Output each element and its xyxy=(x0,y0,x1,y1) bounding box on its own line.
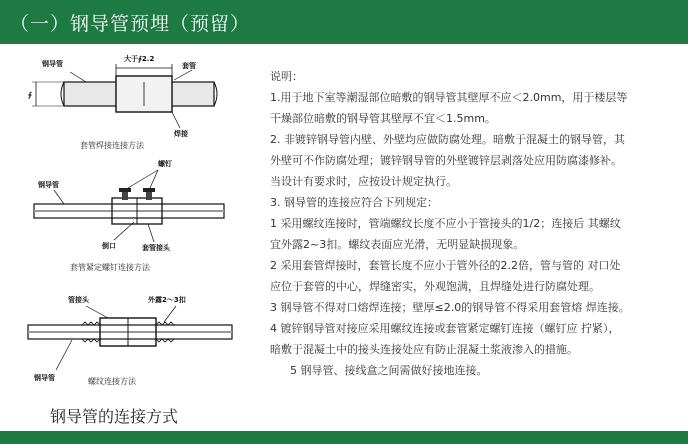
welded-sleeve-label: 套管 xyxy=(182,62,196,70)
connection-figure xyxy=(24,44,236,399)
welded-weld-label: 焊接 xyxy=(174,130,188,138)
thread-caption: 螺纹连接方法 xyxy=(88,377,136,386)
note-line: 应位于套管的中心，焊缝密实，外观饱满，且焊缝处进行防腐处理。 xyxy=(270,280,600,293)
note-line: 当设计有要求时，应按设计规定执行。 xyxy=(270,175,457,188)
note-line: 宜外露2~3扣。螺纹表面应光滑，无明显缺损现象。 xyxy=(270,238,525,251)
note-line: 2 采用套管焊接时，套管长度不应小于管外径的2.2倍，管与管的 对口处 xyxy=(270,259,621,272)
screw-mouth-label: 倒口 xyxy=(102,242,116,250)
page-title: （一）钢导管预埋（预留） xyxy=(10,13,251,35)
note-line: 3 钢导管不得对口熔焊连接；壁厚≤2.0的钢导管不得采用套管熔 焊连接。 xyxy=(270,301,630,314)
welded-d-label: ∮ xyxy=(28,91,32,99)
thread-head-label: 管接头 xyxy=(68,296,89,304)
notes-section xyxy=(270,66,670,381)
welded-drawing xyxy=(27,54,217,150)
note-line: 2. 非镀锌钢导管内壁、外壁均应做防腐处理。暗敷于混凝土的钢导管，其 xyxy=(270,133,625,146)
screw-joint-label: 套管接头 xyxy=(142,244,170,252)
note-line: 3. 钢导管的连接应符合下列规定： xyxy=(270,196,438,209)
note-line: 外壁可不作防腐处理；镀锌钢导管的外壁镀锌层剥落处应用防腐漆修补。 xyxy=(270,154,622,167)
note-line: 干燥部位暗敷的钢导管其壁厚不宜＜1.5mm。 xyxy=(270,112,496,125)
screw-pipe-label: 钢导管 xyxy=(38,181,59,189)
note-line: 1 采用螺纹连接时，管端螺纹长度不应小于管接头的1/2；连接后 其螺纹 xyxy=(270,217,621,230)
footer-bar xyxy=(0,431,688,444)
note-line: 1.用于地下室等潮湿部位暗敷的钢导管其壁厚不应＜2.0mm，用于楼层等 xyxy=(270,91,628,104)
connection-drawings xyxy=(24,44,236,399)
note-line: 暗敷于混凝土中的接头连接处应有防止混凝土浆液渗入的措施。 xyxy=(270,343,578,356)
thread-drawing xyxy=(28,295,232,386)
thread-pipe-label: 钢导管 xyxy=(34,374,55,382)
note-line: 4 镀锌钢导管对接应采用螺纹连接或套管紧定螺钉连接（螺钉应 拧紧）， xyxy=(270,322,620,335)
figure-caption: 钢导管的连接方式 xyxy=(50,407,179,426)
screw-drawing xyxy=(34,159,224,272)
welded-caption: 套管焊接连接方法 xyxy=(80,141,144,150)
screw-label: 螺钉 xyxy=(158,160,172,168)
screw-caption: 套管紧定螺钉连接方法 xyxy=(70,263,150,272)
notes-heading: 说明： xyxy=(270,70,303,83)
note-line-last: 5 钢导管、接线盒之间需做好接地连接。 xyxy=(290,364,488,377)
welded-dim-label: 大于∮2.2 xyxy=(124,55,155,63)
title-bar xyxy=(0,0,688,44)
welded-pipe-label: 钢导管 xyxy=(42,60,63,68)
thread-exposed-label: 外露2～3扣 xyxy=(148,296,186,304)
